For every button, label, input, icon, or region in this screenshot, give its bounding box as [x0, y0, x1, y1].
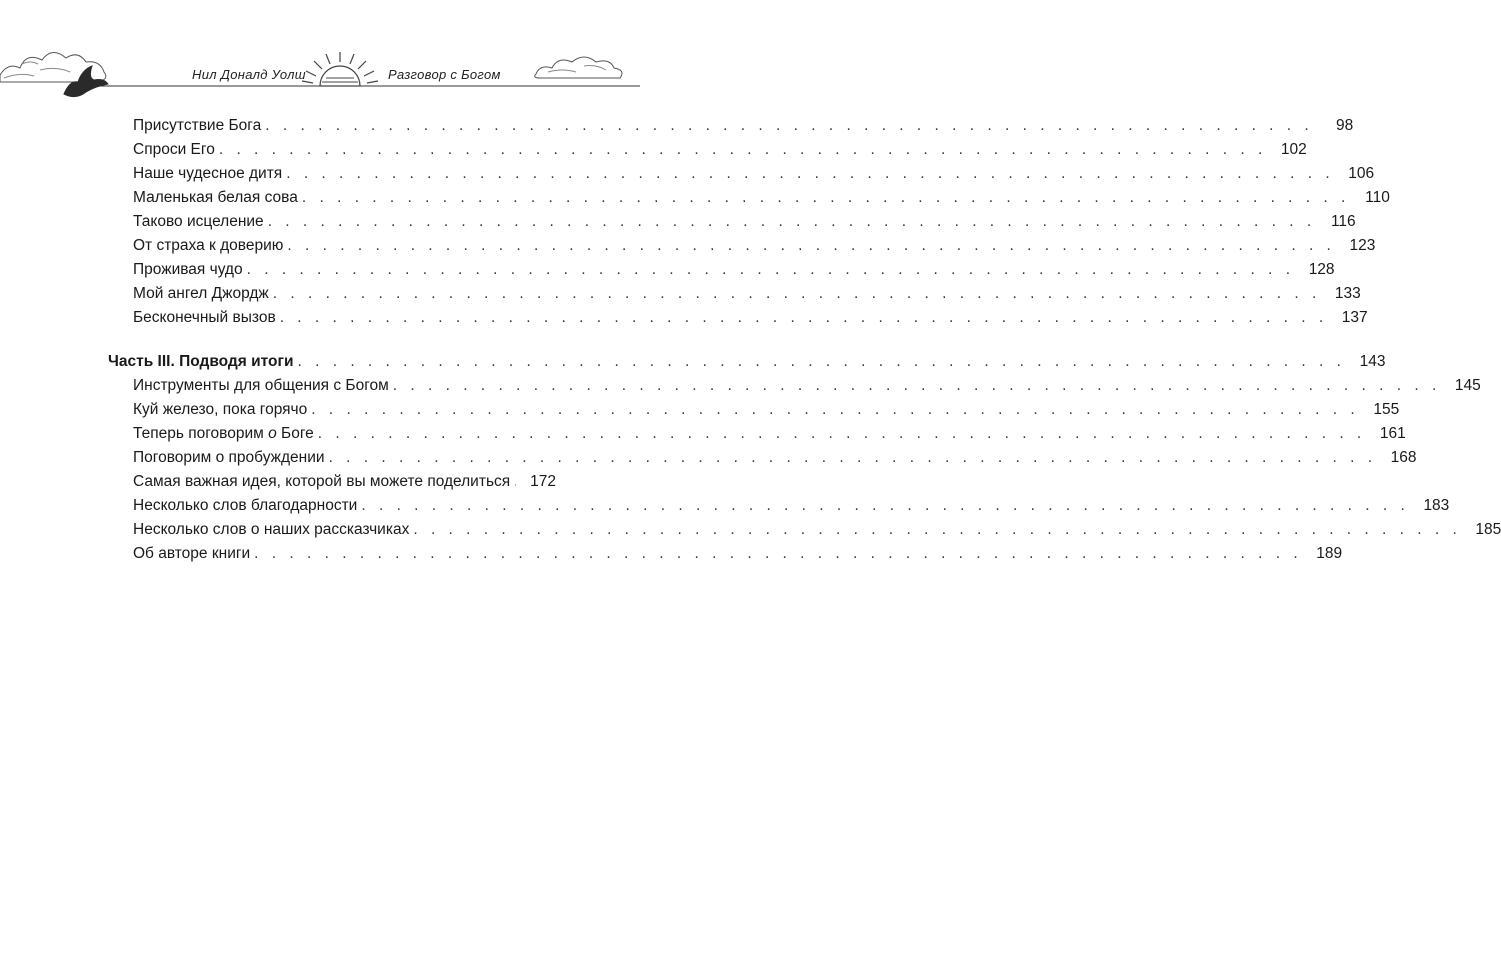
toc-page-number: 183 — [1423, 497, 1450, 514]
toc-entry-label — [133, 422, 318, 446]
toc-entry[interactable] — [108, 234, 1376, 258]
toc-entry-label: Проживая чудо — [133, 258, 247, 282]
toc-entry-label: Бесконечный вызов — [133, 306, 280, 330]
toc-leader-dots: . . . . . . . . . . . . . . . . . . . . . . . . . . . . . . . . . . . . . . . . . . . . . . . . . . . . . . . . . . . . — [328, 449, 1377, 466]
toc-entry-label: Несколько слов о наших рассказчиках — [133, 518, 413, 542]
toc-entry-label: От страха к доверию — [133, 234, 287, 258]
toc-entry[interactable] — [108, 542, 1343, 566]
toc-page-number: 155 — [1373, 401, 1400, 418]
toc-leader-dots: . . . . . . . . . . . . . . . . . . . . . . . . . . . . . . . . . . . . . . . . . . . . . . . . . . . . . . . . . . . . — [218, 141, 1267, 158]
toc-page-number: 145 — [1454, 377, 1481, 394]
toc-page-number: 189 — [1316, 545, 1343, 562]
toc-leader-dots: . . . . . . . . . . . . . . . . . . . . . . . . . . . . . . . . . . . . . . . . . . . . . . . . . . . . . . . . . . . . — [286, 165, 1335, 182]
toc-entry-label-emphasis: о — [268, 425, 277, 442]
toc-entry-label: Об авторе книги — [133, 542, 254, 566]
toc-leader-dots: . . . . . . . . . . . . . . . . . . . . . . . . . . . . . . . . . . . . . . . . . . . . . . . . . . . . . . . . . . . . — [297, 353, 1346, 370]
cloud-icon — [535, 57, 622, 78]
toc-leader-dots: . . . . . . . . . . . . . . . . . . . . . . . . . . . . . . . . . . . . . . . . . . . . . . . . . . . . . . . . . . . . — [301, 189, 1350, 206]
toc-leader-dots: . . . . . . . . . . . . . . . . . . . . . . . . . . . . . . . . . . . . . . . . . . . . . . . . . . . . . . . . . . . . — [272, 285, 1321, 302]
header-author: Нил Доналд Уолш — [192, 67, 306, 82]
toc-entry[interactable] — [108, 114, 1354, 138]
toc-entry[interactable] — [108, 186, 1390, 210]
table-of-contents — [108, 114, 1501, 566]
toc-entry[interactable] — [108, 282, 1361, 306]
toc-entry-label: Маленькая белая сова — [133, 186, 302, 210]
toc-page-number: 98 — [1335, 117, 1354, 134]
toc-page-number: 128 — [1308, 261, 1335, 278]
toc-leader-dots: . . . . . . . . . . . . . . . . . . . . . . . . . . . . . . . . . . . . . . . . . . . . . . . . . . . . . . . . . . . . — [246, 261, 1295, 278]
toc-part-heading[interactable] — [108, 350, 1386, 374]
toc-entry[interactable] — [108, 374, 1481, 398]
toc-page-number: 172 — [530, 473, 556, 490]
toc-page-number: 106 — [1348, 165, 1375, 182]
toc-page-number: 185 — [1475, 521, 1501, 538]
toc-leader-dots: . . . . . . . . . . . . . . . . . . . . . . . . . . . . . . . . . . . . . . . . . . . . . . . . . . . . . . . . . . . . — [254, 545, 1303, 562]
toc-entry-label: Присутствие Бога — [133, 114, 265, 138]
toc-leader-dots: . . . . . . . . . . . . . . . . . . . . . . . . . . . . . . . . . . . . . . . . . . . . . . . . . . . . . . . . . . . . — [265, 117, 1314, 134]
toc-leader-dots: . . . . . . . . . . . . . . . . . . . . . . . . . . . . . . . . . . . . . . . . . . . . . . . . . . . . . . . . . . . . — [279, 309, 1328, 326]
toc-entry-label-part: Боге — [276, 425, 314, 442]
toc-leader-dots: . . . . . . . . . . . . . . . . . . . . . . . . . . . . . . . . . . . . . . . . . . . . . . . . . . . . . . . . . . . . — [317, 425, 1366, 442]
toc-page-number: 102 — [1280, 141, 1307, 158]
toc-leader-dots: . . . . . . . . . . . . . . . . . . . . . . . . . . . . . . . . . . . . . . . . . . . . . . . . . . . . . . . . . . . . — [392, 377, 1441, 394]
toc-entry[interactable] — [108, 470, 556, 494]
toc-entry-label: Спроси Его — [133, 138, 219, 162]
header-book-title: Разговор с Богом — [388, 67, 501, 82]
toc-entry[interactable] — [108, 494, 1450, 518]
toc-leader-dots: . . . . . . . . . . . . . . . . . . . . . . . . . . . . . . . . . . . . . . . . . . . . . . . . . . . . . . . . . . . . — [361, 497, 1410, 514]
toc-entry[interactable] — [108, 422, 1406, 446]
toc-page-number: 116 — [1330, 213, 1356, 230]
toc-leader-dots: . . . . . . . . . . . . . . . . . . . . . . . . . . . . . . . . . . . . . . . . . . . . . . . . . . . . . . . . . . . . — [267, 213, 1316, 230]
toc-entry[interactable] — [108, 162, 1375, 186]
toc-entry-label-part: Теперь поговорим — [133, 425, 269, 442]
toc-entry[interactable] — [108, 518, 1501, 542]
toc-entry-label: Часть III. Подводя итоги — [108, 350, 297, 374]
toc-page-number: 143 — [1359, 353, 1386, 370]
toc-entry-label: Куй железо, пока горячо — [133, 398, 311, 422]
toc-entry[interactable] — [108, 306, 1368, 330]
running-header — [0, 0, 635, 110]
clouds-and-bird-icon — [0, 52, 108, 96]
toc-entry-label: Несколько слов благодарности — [133, 494, 361, 518]
toc-entry[interactable] — [108, 210, 1356, 234]
toc-entry-label: Поговорим о пробуждении — [133, 446, 329, 470]
toc-entry[interactable] — [108, 446, 1417, 470]
toc-entry[interactable] — [108, 138, 1307, 162]
toc-entry-label: Наше чудесное дитя — [133, 162, 286, 186]
toc-leader-dots: . . . . . . . . . . . . . . . . . . . . . . . . . . . . . . . . . . . . . . . . . . . . . . . . . . . . . . . . . . . . — [311, 401, 1360, 418]
header-decoration — [0, 0, 635, 110]
toc-entry-label: Инструменты для общения с Богом — [133, 374, 393, 398]
toc-page-number: 137 — [1341, 309, 1368, 326]
toc-page-number: 161 — [1379, 425, 1406, 442]
toc-page-number: 110 — [1365, 189, 1390, 206]
toc-page-number: 133 — [1334, 285, 1361, 302]
toc-page-number: 123 — [1349, 237, 1376, 254]
toc-leader-dots: . . . . . . . . . . . . . . . . . . . . . . . . . . . . . . . . . . . . . . . . . . . . . . . . . . . . . . . . . . . . — [287, 237, 1336, 254]
toc-entry-label: Самая важная идея, которой вы можете поделиться — [133, 470, 514, 494]
toc-entry[interactable] — [108, 258, 1335, 282]
toc-entry-label: Таково исцеление — [133, 210, 268, 234]
rising-sun-icon — [302, 52, 378, 86]
toc-leader-dots: . . . . . . . . . . . . . . . . . . . . . . . . . . . . . . . . . . . . . . . . . . . . . . . . . . . . . . . . . . . . — [413, 521, 1462, 538]
toc-page-number: 168 — [1390, 449, 1417, 466]
toc-entry[interactable] — [108, 398, 1400, 422]
toc-entry-label: Мой ангел Джордж — [133, 282, 273, 306]
